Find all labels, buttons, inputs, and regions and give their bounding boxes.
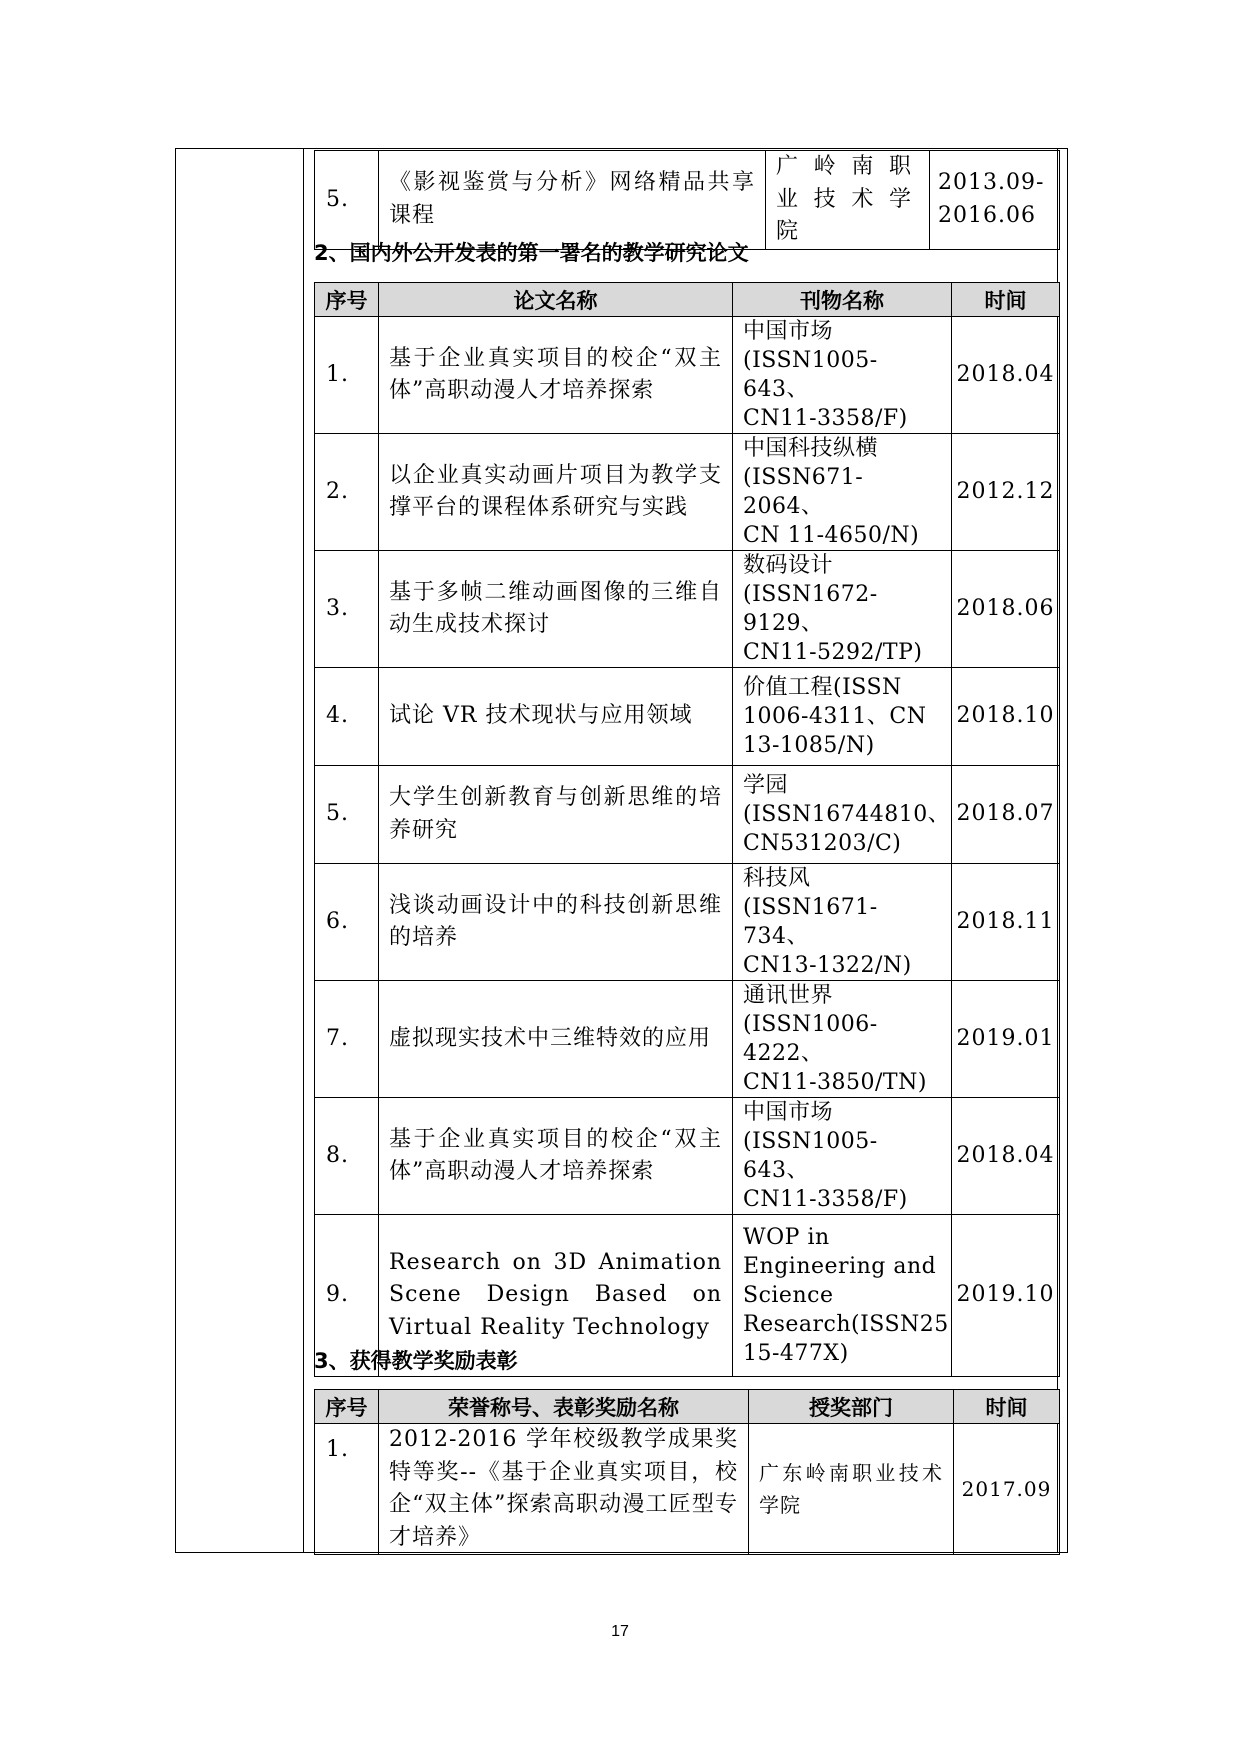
table-row xyxy=(315,434,1060,551)
section-2-title: 2、国内外公开发表的第一署名的教学研究论文 xyxy=(314,241,749,265)
paper-title: 以企业真实动画片项目为教学支撑平台的课程体系研究与实践 xyxy=(379,434,733,551)
journal-name: WOP in Engineering and Science Research(ISSN25 15-477X) xyxy=(733,1215,952,1377)
header-honor: 荣誉称号、表彰奖励名称 xyxy=(379,1390,749,1424)
paper-title: 大学生创新教育与创新思维的培养研究 xyxy=(379,766,733,864)
table-row xyxy=(315,151,1060,250)
row-number: 1. xyxy=(315,317,379,434)
journal-name: 价值工程(ISSN 1006-4311、CN 13-1085/N) xyxy=(733,668,952,766)
honor-name: 2012-2016 学年校级教学成果奖特等奖--《基于企业真实项目，校企“双主体”探索高职动漫工匠型专才培养》 xyxy=(379,1424,749,1555)
journal-name: 通讯世界 (ISSN1006-4222、 CN11-3850/TN) xyxy=(733,981,952,1098)
paper-title: 基于企业真实项目的校企“双主体”高职动漫人才培养探索 xyxy=(379,317,733,434)
journal-name: 中国市场 (ISSN1005-643、 CN11-3358/F) xyxy=(733,1098,952,1215)
table-row xyxy=(315,766,1060,864)
journal-name: 学园 (ISSN16744810、 CN531203/C) xyxy=(733,766,952,864)
row-number: 9. xyxy=(315,1215,379,1377)
row-number: 7. xyxy=(315,981,379,1098)
publish-date: 2019.01 xyxy=(952,981,1060,1098)
left-column-divider xyxy=(303,149,304,1552)
journal-name: 中国科技纵横 (ISSN671-2064、 CN 11-4650/N) xyxy=(733,434,952,551)
paper-title: 虚拟现实技术中三维特效的应用 xyxy=(379,981,733,1098)
table-row xyxy=(315,1424,1060,1555)
project-table xyxy=(314,150,1060,250)
awards-table xyxy=(314,1389,1060,1555)
header-org: 授奖部门 xyxy=(749,1390,954,1424)
publish-date: 2018.10 xyxy=(952,668,1060,766)
journal-name: 中国市场 (ISSN1005-643、 CN11-3358/F) xyxy=(733,317,952,434)
table-header-row xyxy=(315,283,1060,317)
header-journal: 刊物名称 xyxy=(733,283,952,317)
paper-title: 浅谈动画设计中的科技创新思维的培养 xyxy=(379,864,733,981)
award-org: 广东岭南职业技术学院 xyxy=(749,1424,954,1555)
publish-date: 2019.10 xyxy=(952,1215,1060,1377)
table-row xyxy=(315,317,1060,434)
publish-date: 2018.06 xyxy=(952,551,1060,668)
journal-name: 数码设计 (ISSN1672-9129、 CN11-5292/TP) xyxy=(733,551,952,668)
papers-table xyxy=(314,282,1060,1377)
paper-title: Research on 3D Animation Scene Design Based on Virtual Reality Technology xyxy=(379,1215,733,1377)
table-row xyxy=(315,981,1060,1098)
table-header-row xyxy=(315,1390,1060,1424)
table-row xyxy=(315,1098,1060,1215)
table-row xyxy=(315,551,1060,668)
header-date: 时间 xyxy=(954,1390,1060,1424)
row-number: 2. xyxy=(315,434,379,551)
row-number: 6. xyxy=(315,864,379,981)
journal-name: 科技风 (ISSN1671-734、 CN13-1322/N) xyxy=(733,864,952,981)
page-number: 17 xyxy=(611,1623,629,1640)
paper-title: 试论 VR 技术现状与应用领域 xyxy=(379,668,733,766)
header-date: 时间 xyxy=(952,283,1060,317)
publish-date: 2018.04 xyxy=(952,317,1060,434)
publish-date: 2012.12 xyxy=(952,434,1060,551)
row-number: 1. xyxy=(315,1424,379,1555)
row-number: 8. xyxy=(315,1098,379,1215)
table-row xyxy=(315,668,1060,766)
project-period: 2013.09-2016.06 xyxy=(930,151,1060,250)
header-paper-title: 论文名称 xyxy=(379,283,733,317)
paper-title: 基于企业真实项目的校企“双主体”高职动漫人才培养探索 xyxy=(379,1098,733,1215)
table-row xyxy=(315,864,1060,981)
publish-date: 2018.04 xyxy=(952,1098,1060,1215)
paper-title: 基于多帧二维动画图像的三维自动生成技术探讨 xyxy=(379,551,733,668)
row-number: 5. xyxy=(315,151,379,250)
header-number: 序号 xyxy=(315,1390,379,1424)
row-number: 4. xyxy=(315,668,379,766)
publish-date: 2018.11 xyxy=(952,864,1060,981)
project-org: 广岭南职业技术学院 xyxy=(766,151,930,250)
row-number: 5. xyxy=(315,766,379,864)
header-number: 序号 xyxy=(315,283,379,317)
row-number: 3. xyxy=(315,551,379,668)
publish-date: 2018.07 xyxy=(952,766,1060,864)
project-name: 《影视鉴赏与分析》网络精品共享课程 xyxy=(379,151,766,250)
award-date: 2017.09 xyxy=(954,1424,1060,1555)
section-3-title: 3、获得教学奖励表彰 xyxy=(314,1349,518,1373)
